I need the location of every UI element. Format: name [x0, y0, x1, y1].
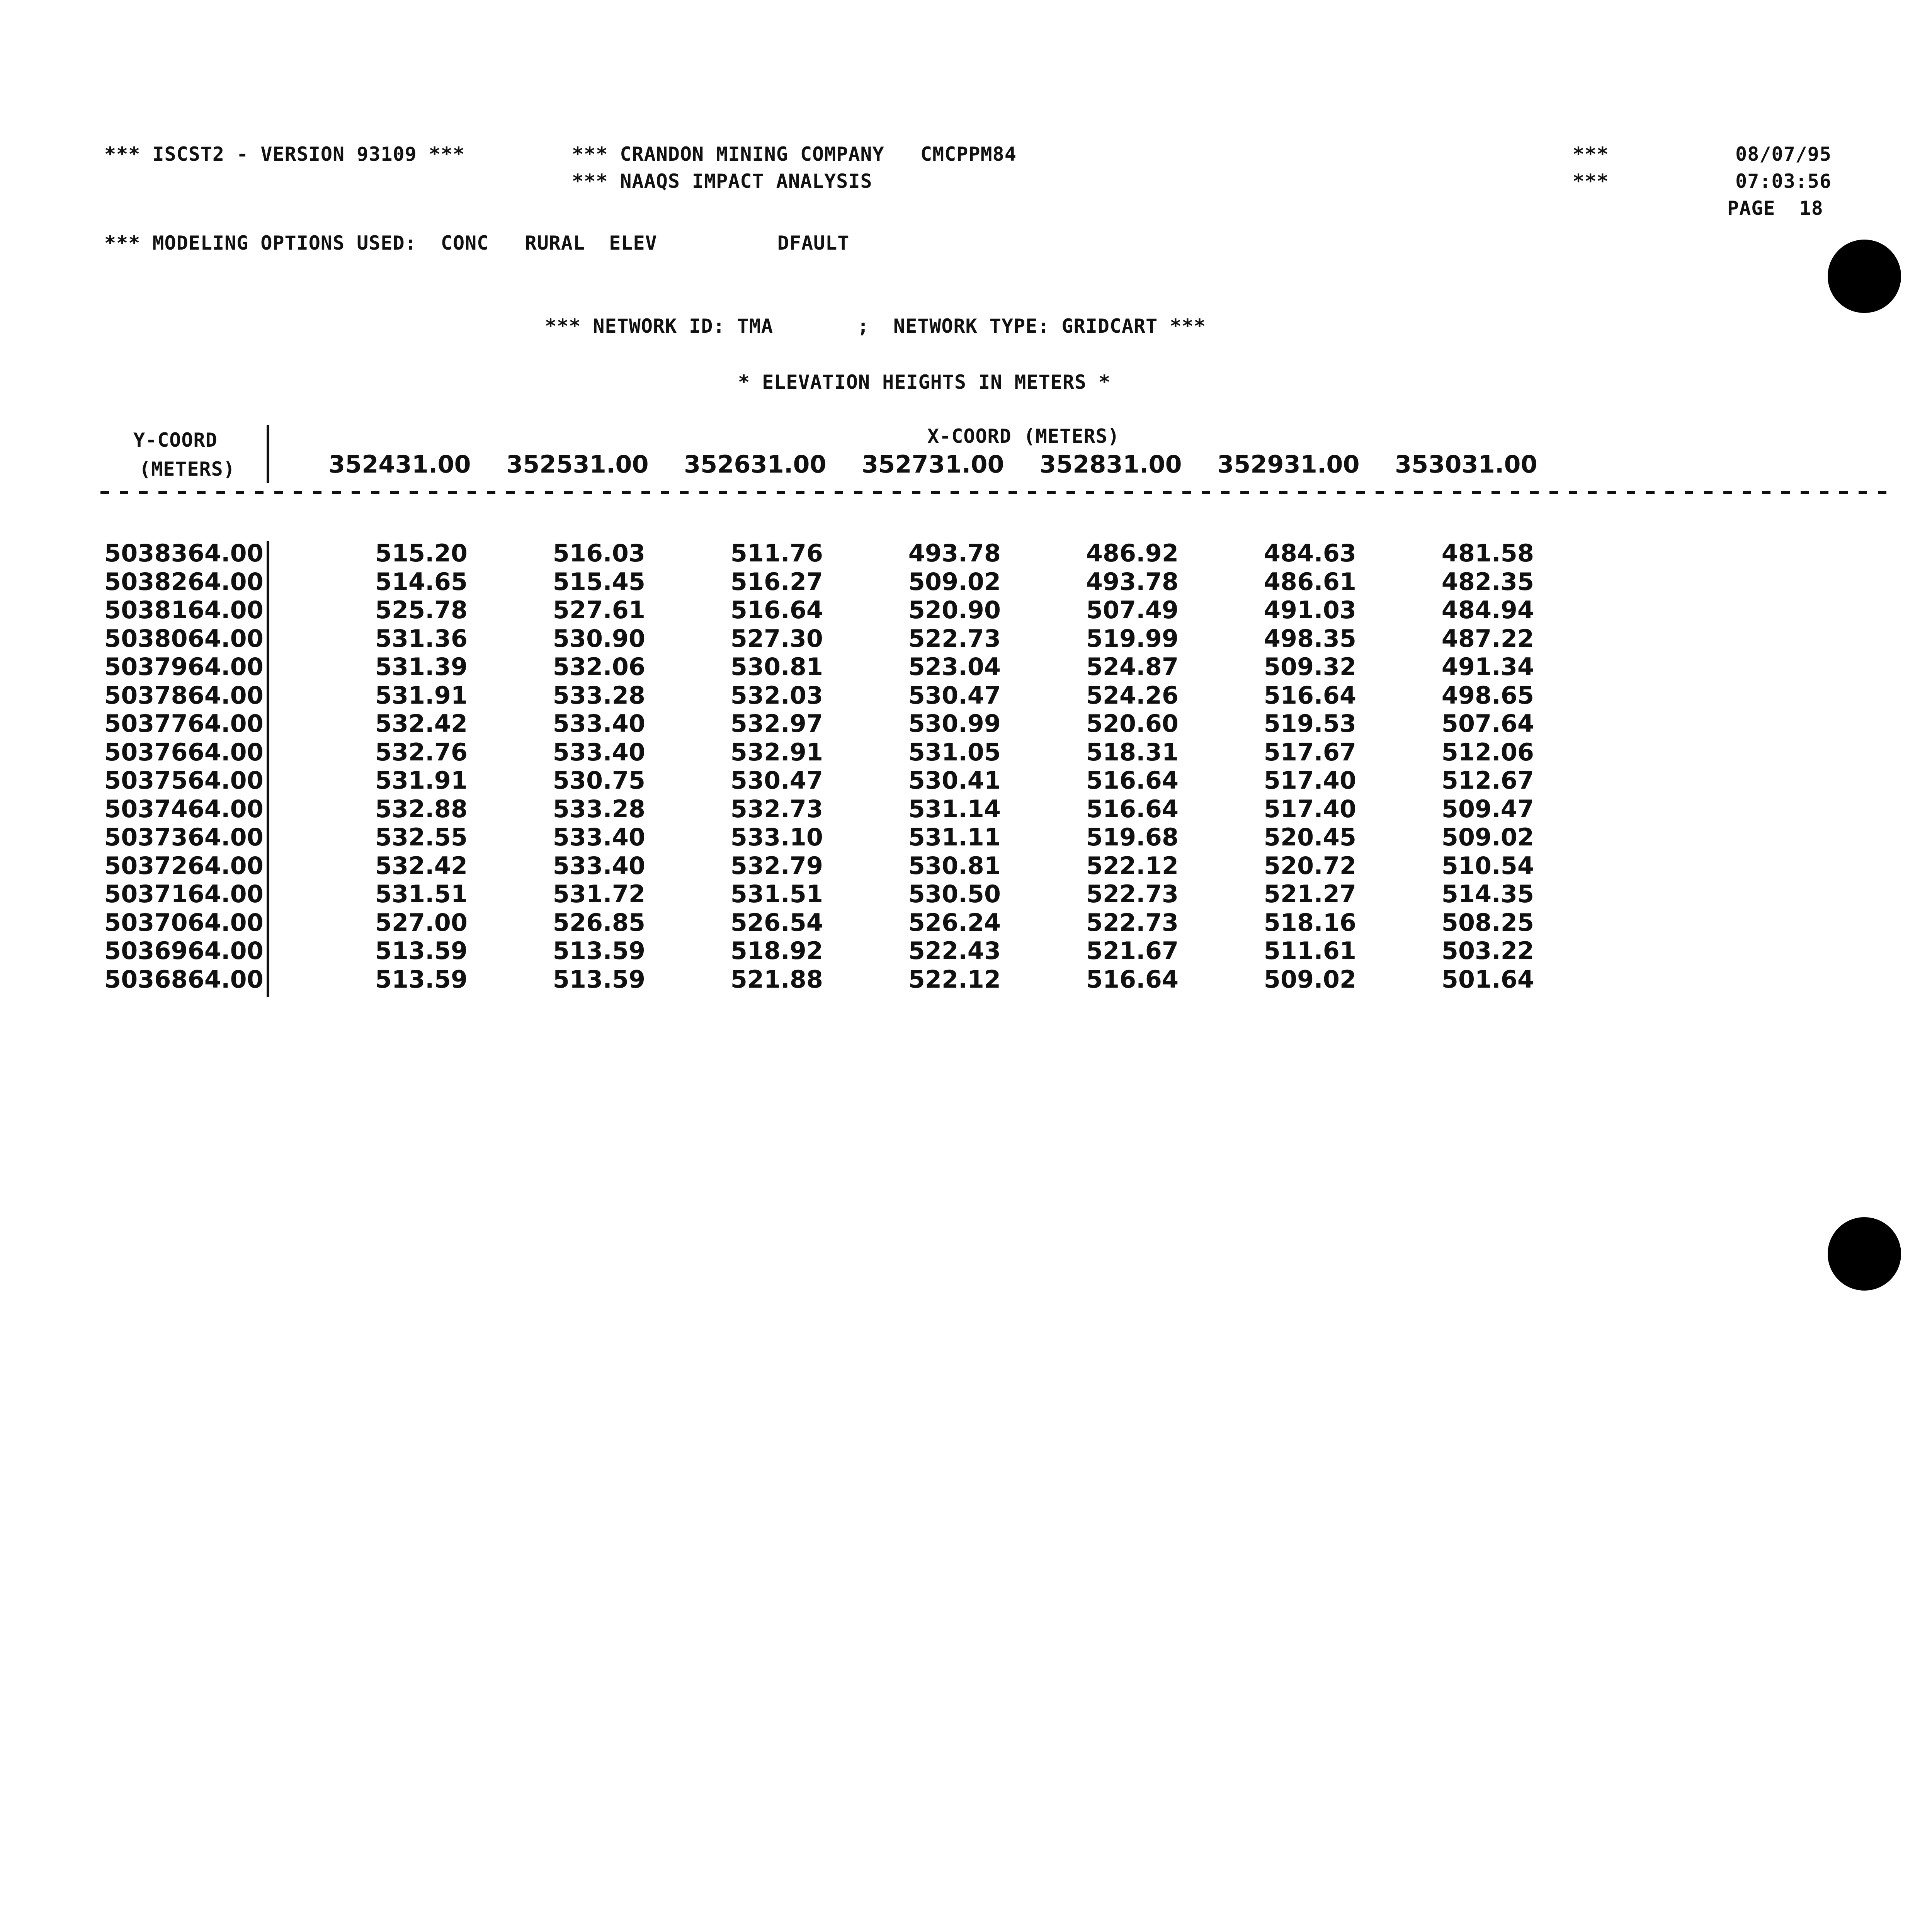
elevation-cell: 486.61 [1264, 568, 1356, 596]
elevation-cell: 509.32 [1264, 653, 1356, 681]
elevation-cell: 526.54 [730, 908, 823, 937]
table-subtitle: * ELEVATION HEIGHTS IN METERS * [738, 371, 1111, 393]
table-row [0, 738, 1932, 766]
column-header: 352931.00 [1217, 450, 1360, 478]
y-coord-cell: 5037964.00 [104, 653, 264, 681]
table-row [0, 568, 1932, 595]
elevation-cell: 481.58 [1441, 539, 1534, 567]
elevation-cell: 532.97 [730, 709, 823, 738]
elevation-cell: 486.92 [1086, 539, 1179, 567]
elevation-cell: 533.40 [553, 738, 645, 766]
elevation-cell: 531.91 [375, 681, 468, 709]
y-coord-cell: 5038364.00 [104, 539, 264, 567]
elevation-cell: 509.02 [908, 568, 1001, 596]
elevation-cell: 530.47 [730, 766, 823, 794]
elevation-cell: 493.78 [908, 539, 1001, 567]
elevation-cell: 515.20 [375, 539, 468, 567]
company-name: *** CRANDON MINING COMPANY CMCPPM84 [572, 143, 1017, 165]
elevation-cell: 531.51 [730, 880, 823, 908]
y-coord-cell: 5038064.00 [104, 624, 264, 653]
elevation-cell: 510.54 [1441, 852, 1534, 880]
elevation-cell: 522.12 [908, 965, 1001, 993]
elevation-cell: 509.02 [1441, 823, 1534, 851]
elevation-cell: 509.02 [1264, 965, 1356, 993]
elevation-cell: 531.91 [375, 766, 468, 794]
elevation-cell: 533.40 [553, 709, 645, 738]
elevation-cell: 513.59 [375, 965, 468, 993]
elevation-cell: 525.78 [375, 596, 468, 624]
table-row [0, 624, 1932, 652]
elevation-cell: 503.22 [1441, 937, 1534, 965]
y-coord-cell: 5037364.00 [104, 823, 264, 851]
elevation-cell: 533.28 [553, 795, 645, 823]
elevation-cell: 532.73 [730, 795, 823, 823]
elevation-cell: 531.11 [908, 823, 1001, 851]
elevation-cell: 531.05 [908, 738, 1001, 766]
elevation-cell: 521.67 [1086, 937, 1179, 965]
elevation-cell: 516.64 [1086, 965, 1179, 993]
elevation-cell: 532.76 [375, 738, 468, 766]
y-coord-cell: 5037164.00 [104, 880, 264, 908]
header-stars-1: *** [1573, 143, 1609, 165]
elevation-cell: 514.65 [375, 568, 468, 596]
column-header: 352531.00 [506, 450, 649, 478]
elevation-cell: 532.79 [730, 852, 823, 880]
elevation-cell: 491.34 [1441, 653, 1534, 681]
x-coord-label: X-COORD (METERS) [927, 425, 1120, 447]
elevation-cell: 522.43 [908, 937, 1001, 965]
elevation-cell: 513.59 [553, 965, 645, 993]
elevation-cell: 522.73 [1086, 908, 1179, 937]
table-row [0, 539, 1932, 567]
table-row [0, 596, 1932, 624]
elevation-cell: 523.04 [908, 653, 1001, 681]
elevation-cell: 511.61 [1264, 937, 1356, 965]
elevation-cell: 527.00 [375, 908, 468, 937]
elevation-cell: 520.45 [1264, 823, 1356, 851]
elevation-cell: 520.60 [1086, 709, 1179, 738]
program-version: *** ISCST2 - VERSION 93109 *** [104, 143, 465, 165]
elevation-cell: 521.27 [1264, 880, 1356, 908]
table-row [0, 937, 1932, 964]
elevation-cell: 524.87 [1086, 653, 1179, 681]
elevation-cell: 530.81 [730, 653, 823, 681]
elevation-cell: 531.14 [908, 795, 1001, 823]
elevation-cell: 530.41 [908, 766, 1001, 794]
table-row [0, 880, 1932, 908]
elevation-cell: 520.72 [1264, 852, 1356, 880]
elevation-cell: 519.53 [1264, 709, 1356, 738]
elevation-cell: 526.24 [908, 908, 1001, 937]
elevation-cell: 515.45 [553, 568, 645, 596]
y-coord-cell: 5038264.00 [104, 568, 264, 596]
elevation-cell: 519.68 [1086, 823, 1179, 851]
elevation-cell: 522.73 [908, 624, 1001, 653]
elevation-cell: 519.99 [1086, 624, 1179, 653]
table-row [0, 908, 1932, 936]
elevation-cell: 484.63 [1264, 539, 1356, 567]
elevation-cell: 516.64 [1264, 681, 1356, 709]
y-coord-cell: 5037464.00 [104, 795, 264, 823]
elevation-cell: 513.59 [553, 937, 645, 965]
table-row [0, 766, 1932, 794]
page-label: PAGE 18 [1727, 197, 1823, 219]
y-axis-divider-header [267, 425, 269, 483]
analysis-title: *** NAAQS IMPACT ANALYSIS [572, 170, 872, 192]
network-info: *** NETWORK ID: TMA ; NETWORK TYPE: GRIDCART *** [545, 315, 1206, 337]
table-row [0, 795, 1932, 823]
elevation-cell: 482.35 [1441, 568, 1534, 596]
header-separator [100, 491, 1893, 494]
elevation-cell: 516.27 [730, 568, 823, 596]
run-date: 08/07/95 [1735, 143, 1832, 165]
elevation-cell: 517.40 [1264, 795, 1356, 823]
elevation-cell: 527.61 [553, 596, 645, 624]
elevation-cell: 498.35 [1264, 624, 1356, 653]
elevation-cell: 532.91 [730, 738, 823, 766]
table-row [0, 653, 1932, 680]
elevation-cell: 527.30 [730, 624, 823, 653]
header-stars-2: *** [1573, 170, 1609, 192]
elevation-cell: 507.49 [1086, 596, 1179, 624]
table-row [0, 681, 1932, 709]
y-coord-label: Y-COORD [133, 429, 218, 451]
elevation-cell: 501.64 [1441, 965, 1534, 993]
run-time: 07:03:56 [1735, 170, 1832, 192]
elevation-cell: 531.51 [375, 880, 468, 908]
elevation-cell: 487.22 [1441, 624, 1534, 653]
elevation-cell: 491.03 [1264, 596, 1356, 624]
column-header: 352731.00 [862, 450, 1004, 478]
modeling-options: *** MODELING OPTIONS USED: CONC RURAL ELEV DFAULT [104, 232, 850, 254]
elevation-cell: 517.40 [1264, 766, 1356, 794]
y-coord-cell: 5037864.00 [104, 681, 264, 709]
elevation-cell: 530.90 [553, 624, 645, 653]
elevation-cell: 532.42 [375, 709, 468, 738]
elevation-cell: 533.28 [553, 681, 645, 709]
y-coord-unit: (METERS) [139, 458, 235, 480]
elevation-cell: 524.26 [1086, 681, 1179, 709]
elevation-cell: 532.06 [553, 653, 645, 681]
elevation-cell: 518.92 [730, 937, 823, 965]
elevation-cell: 508.25 [1441, 908, 1534, 937]
table-row [0, 965, 1932, 993]
elevation-cell: 516.64 [1086, 766, 1179, 794]
elevation-cell: 533.10 [730, 823, 823, 851]
elevation-cell: 530.99 [908, 709, 1001, 738]
elevation-cell: 521.88 [730, 965, 823, 993]
elevation-cell: 533.40 [553, 823, 645, 851]
elevation-cell: 493.78 [1086, 568, 1179, 596]
y-coord-cell: 5037764.00 [104, 709, 264, 738]
elevation-cell: 522.73 [1086, 880, 1179, 908]
elevation-cell: 531.36 [375, 624, 468, 653]
column-header: 352631.00 [684, 450, 827, 478]
elevation-cell: 484.94 [1441, 596, 1534, 624]
elevation-cell: 522.12 [1086, 852, 1179, 880]
y-coord-cell: 5037664.00 [104, 738, 264, 766]
elevation-cell: 518.31 [1086, 738, 1179, 766]
elevation-cell: 520.90 [908, 596, 1001, 624]
table-row [0, 823, 1932, 851]
table-row [0, 709, 1932, 737]
y-coord-cell: 5037264.00 [104, 852, 264, 880]
table-row [0, 852, 1932, 879]
elevation-cell: 530.75 [553, 766, 645, 794]
elevation-cell: 532.42 [375, 852, 468, 880]
elevation-cell: 507.64 [1441, 709, 1534, 738]
elevation-cell: 530.47 [908, 681, 1001, 709]
elevation-cell: 531.72 [553, 880, 645, 908]
y-coord-cell: 5036964.00 [104, 937, 264, 965]
elevation-cell: 532.88 [375, 795, 468, 823]
column-header: 352831.00 [1039, 450, 1182, 478]
elevation-cell: 530.81 [908, 852, 1001, 880]
elevation-cell: 518.16 [1264, 908, 1356, 937]
elevation-cell: 498.65 [1441, 681, 1534, 709]
elevation-cell: 514.35 [1441, 880, 1534, 908]
elevation-cell: 511.76 [730, 539, 823, 567]
elevation-cell: 509.47 [1441, 795, 1534, 823]
y-coord-cell: 5038164.00 [104, 596, 264, 624]
elevation-cell: 516.64 [1086, 795, 1179, 823]
binder-hole-top [1828, 240, 1901, 313]
elevation-cell: 532.03 [730, 681, 823, 709]
elevation-cell: 530.50 [908, 880, 1001, 908]
column-header: 353031.00 [1395, 450, 1537, 478]
column-header: 352431.00 [328, 450, 471, 478]
y-coord-cell: 5037064.00 [104, 908, 264, 937]
elevation-cell: 532.55 [375, 823, 468, 851]
elevation-cell: 531.39 [375, 653, 468, 681]
elevation-cell: 512.67 [1441, 766, 1534, 794]
elevation-cell: 516.03 [553, 539, 645, 567]
elevation-cell: 512.06 [1441, 738, 1534, 766]
y-coord-cell: 5036864.00 [104, 965, 264, 993]
y-coord-cell: 5037564.00 [104, 766, 264, 794]
elevation-cell: 517.67 [1264, 738, 1356, 766]
elevation-cell: 533.40 [553, 852, 645, 880]
elevation-cell: 513.59 [375, 937, 468, 965]
elevation-cell: 526.85 [553, 908, 645, 937]
binder-hole-middle [1828, 1217, 1901, 1291]
elevation-cell: 516.64 [730, 596, 823, 624]
